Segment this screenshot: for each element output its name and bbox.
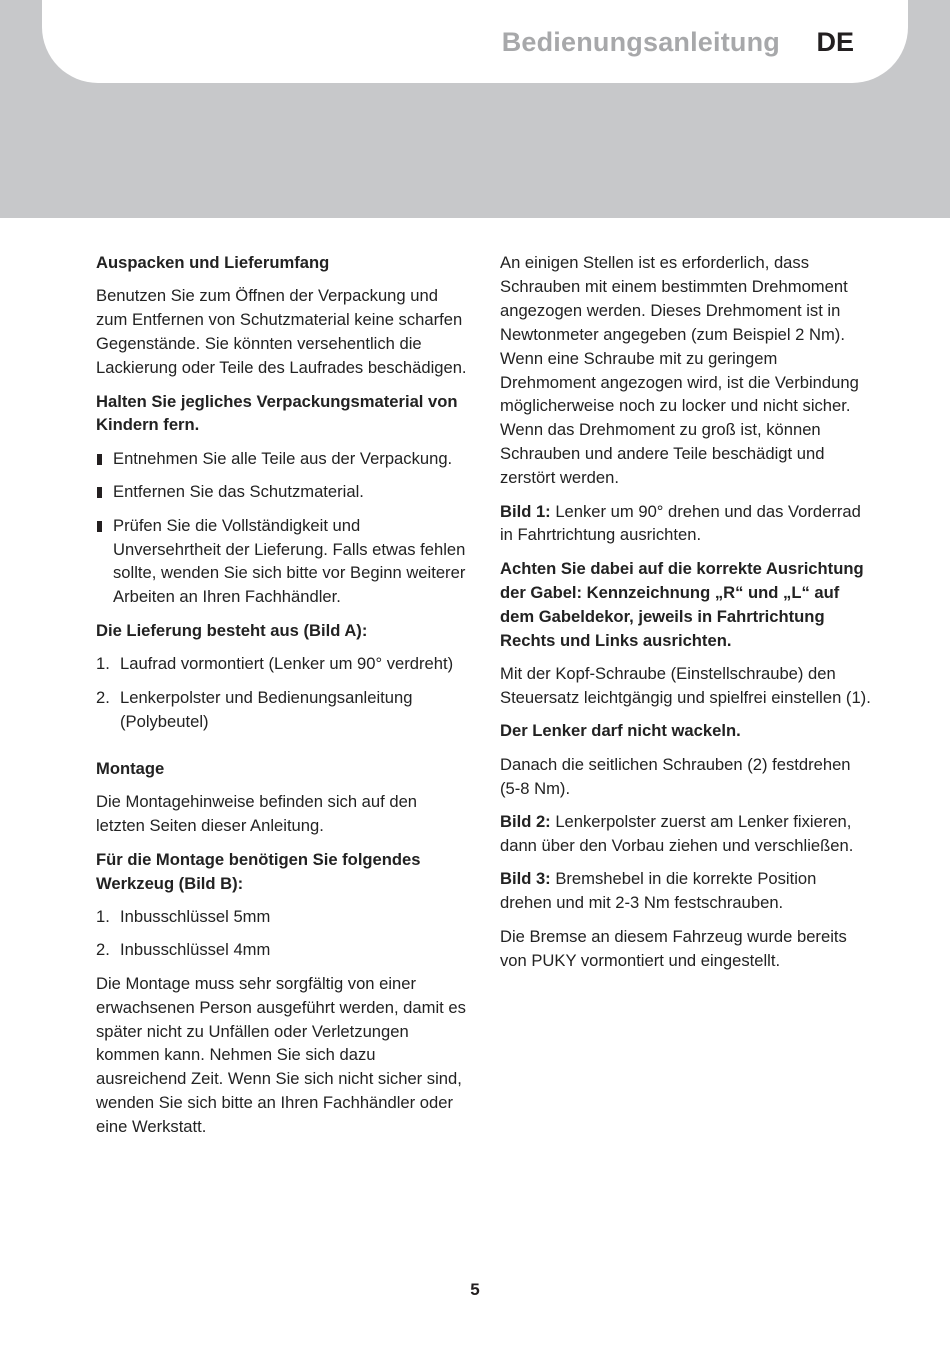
figure-label: Bild 1:: [500, 501, 551, 521]
warning-handlebar: Der Lenker darf nicht wackeln.: [500, 721, 741, 741]
warning-children: Halten Sie jegliches Verpackungsmaterial von Kindern fern.: [96, 391, 458, 435]
list-item: [96, 652, 468, 676]
figure-label: Bild 2:: [500, 812, 551, 832]
list-number: 1.: [96, 654, 110, 674]
language-code: DE: [816, 27, 854, 57]
list-number: 2.: [96, 687, 110, 707]
paragraph-bild-1: [500, 500, 872, 548]
section-heading-tools: Für die Montage benötigen Sie folgendes Werkzeug (Bild B):: [96, 849, 421, 893]
list-text: Inbusschlüssel 4mm: [120, 940, 271, 960]
figure-text: Lenker um 90° drehen und das Vorderrad in Fahrtrichtung ausrichten.: [500, 501, 861, 545]
figure-text: Lenkerpolster zuerst am Lenker fixieren, dann über den Vorbau ziehen und verschließen.: [500, 812, 854, 855]
bullet-text: Entfernen Sie das Schutzmaterial.: [113, 482, 364, 502]
paragraph-bild-2: [500, 810, 872, 858]
figure-text: Bremshebel in die korrekte Position drehen und mit 2-3 Nm festschrauben.: [500, 869, 817, 913]
list-number: 2.: [96, 940, 110, 960]
paragraph-bild-3: [500, 867, 872, 915]
paragraph-side-screws: Danach die seitlichen Schrauben (2) festdrehen (5-8 Nm).: [500, 754, 851, 798]
paragraph-fork-alignment: Achten Sie dabei auf die korrekte Ausrichtung der Gabel: Kennzeichnung „R“ und „L“ auf dem Gabeldekor, jeweils in Fahrtrichtung Rechts und Links ausrichten.: [500, 558, 864, 650]
bullet-text: Prüfen Sie die Vollständigkeit und Unversehrtheit der Lieferung. Falls etwas fehlen sollte, wenden Sie sich bitte vor Beginn weiterer Arbeiten an Ihren Fachhändler.: [113, 515, 466, 607]
paragraph-montage: Die Montagehinweise befinden sich auf den letzten Seiten dieser Anleitung.: [96, 792, 418, 836]
list-item: [96, 905, 468, 929]
page-number: 5: [470, 1280, 480, 1299]
right-column: [500, 251, 872, 982]
bullet-item: [96, 447, 468, 471]
header-band: [0, 0, 950, 218]
paragraph-unpacking: Benutzen Sie zum Öffnen der Verpackung und zum Entfernen von Schutzmaterial keine scharfen Gegenstände. Sie könnten versehentlich die Lackierung oder Teile des Laufrades beschädigen.: [96, 286, 467, 378]
list-number: 1.: [96, 906, 110, 926]
paragraph-brake: Die Bremse an diesem Fahrzeug wurde bereits von PUKY vormontiert und eingestellt.: [500, 926, 847, 970]
bullet-marker-icon: [97, 454, 102, 465]
bullet-item: [96, 514, 468, 610]
left-column: [96, 251, 468, 1149]
bullet-item: [96, 480, 468, 504]
section-heading-montage: Montage: [96, 758, 165, 778]
list-item: [96, 938, 468, 962]
bullet-text: Entnehmen Sie alle Teile aus der Verpackung.: [113, 448, 453, 468]
list-text: Laufrad vormontiert (Lenker um 90° verdreht): [120, 654, 454, 674]
bullet-marker-icon: [97, 487, 102, 498]
list-item: [96, 686, 468, 734]
paragraph-care: Die Montage muss sehr sorgfältig von einer erwachsenen Person ausgeführt werden, damit es später nicht zu Unfällen oder Verletzungen kommen kann. Nehmen Sie sich dazu ausreichend Zeit. Wenn Sie sich nicht sicher sind, wenden Sie sich bitte an Ihren Fachhändler oder eine Werkstatt.: [96, 973, 466, 1137]
paragraph-headset: Mit der Kopf-Schraube (Einstellschraube) den Steuersatz leichtgängig und spielfrei einstellen (1).: [500, 664, 871, 707]
paragraph-torque: An einigen Stellen ist es erforderlich, dass Schrauben mit einem bestimmten Drehmoment angezogen werden. Dieses Drehmoment ist in Newtonmeter angegeben (zum Beispiel 2 Nm). Wenn eine Schraube mit zu geringem Drehmoment angezogen wird, ist die Verbindung möglicherweise noch zu locker und nicht sicher. Wenn das Drehmoment zu groß ist, können Schrauben und andere Teile beschädigt und zerstört werden.: [500, 253, 859, 488]
list-text: Lenkerpolster und Bedienungsanleitung (Polybeutel): [120, 687, 413, 731]
section-heading-unpacking: Auspacken und Lieferumfang: [96, 253, 330, 272]
document-title: Bedienungsanleitung: [501, 27, 780, 57]
bullet-marker-icon: [97, 521, 102, 532]
list-text: Inbusschlüssel 5mm: [120, 906, 271, 926]
section-heading-delivery: Die Lieferung besteht aus (Bild A):: [96, 620, 368, 640]
figure-label: Bild 3:: [500, 869, 551, 889]
